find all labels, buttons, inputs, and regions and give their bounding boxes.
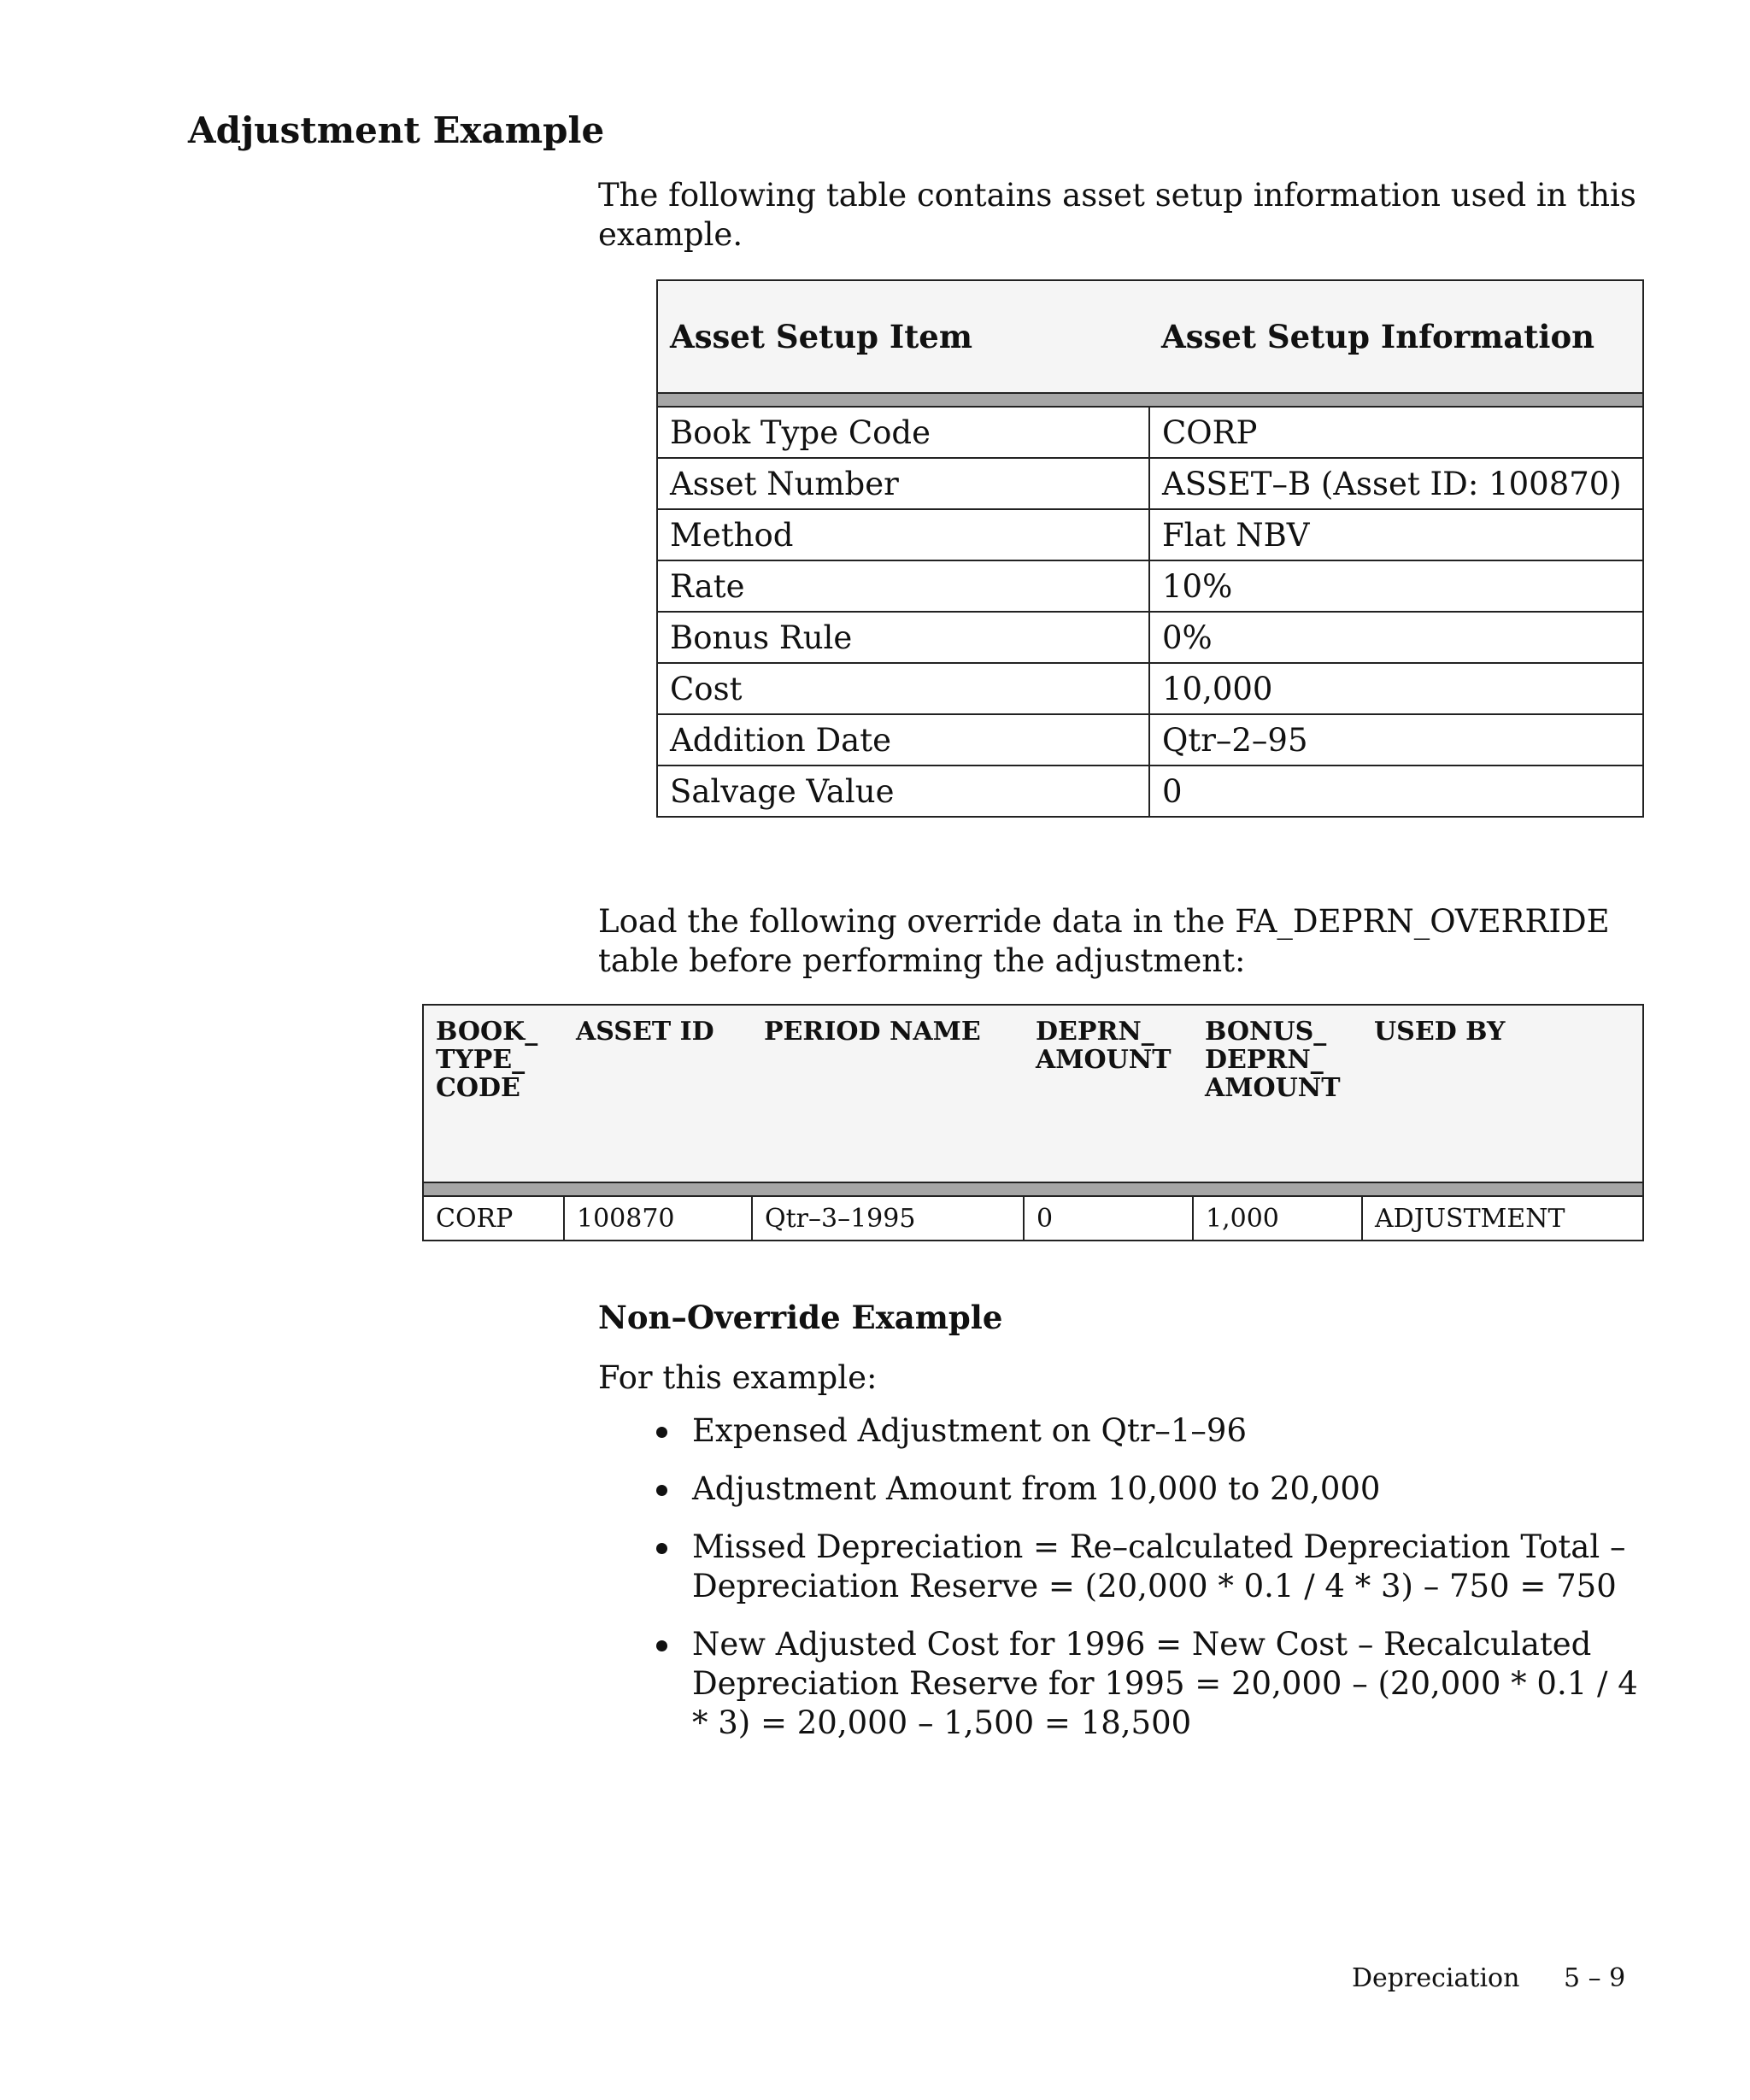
header-line: USED BY [1374,1017,1506,1047]
column-header-bonus-deprn-amount [1193,1005,1362,1182]
table-cell: CORP [1149,407,1643,458]
list-item-text: Expensed Adjustment on Qtr–1–96 [692,1412,1247,1449]
table-cell: Salvage Value [657,766,1149,817]
header-line: DEPRN_ [1205,1045,1324,1075]
table-cell: Flat NBV [1149,509,1643,560]
header-separator [657,393,1643,407]
table-cell: ADJUSTMENT [1362,1196,1643,1241]
table-header-row [423,1005,1643,1182]
table-row [657,766,1643,817]
table-row [657,714,1643,766]
table-cell: 0% [1149,612,1643,663]
bullet-icon [656,1640,667,1651]
footer-section-name: Depreciation [1352,1963,1520,1993]
list-item-text: Adjustment Amount from 10,000 to 20,000 [692,1470,1381,1507]
list-item-text: Missed Depreciation = Re–calculated Depreciation Total – Depreciation Reserve = (20,000 * 0.1 / 4 * 3) – 750 = 750 [692,1528,1626,1604]
bullet-icon [656,1427,667,1438]
list-item [598,1528,1641,1606]
column-header-book-type-code [423,1005,564,1182]
asset-setup-table [656,279,1644,818]
header-line: AMOUNT [1205,1073,1341,1103]
for-example-text: For this example: [598,1359,878,1396]
table-cell: Qtr–3–1995 [752,1196,1024,1241]
table-row [423,1196,1643,1241]
list-item-text: New Adjusted Cost for 1996 = New Cost – Recalculated Depreciation Reserve for 1995 = 20,000 – (20,000 * 0.1 / 4 * 3) = 20,000 – 1,500 = 18,500 [692,1626,1638,1741]
section-heading: Adjustment Example [188,109,605,151]
column-header-period-name [752,1005,1024,1182]
table-cell: Rate [657,560,1149,612]
table-cell: 10% [1149,560,1643,612]
list-item [598,1411,1641,1451]
bullet-icon [656,1485,667,1496]
table-cell: 0 [1149,766,1643,817]
table-row [657,612,1643,663]
column-header: Asset Setup Information [1149,280,1643,393]
deprn-override-table [422,1004,1644,1241]
subsection-heading: Non–Override Example [598,1299,1003,1336]
table-row [657,458,1643,509]
table-cell: Asset Number [657,458,1149,509]
table-cell: 100870 [564,1196,752,1241]
table-cell: Method [657,509,1149,560]
header-line: CODE [436,1073,520,1103]
table-cell: 0 [1024,1196,1193,1241]
header-line: PERIOD NAME [764,1017,981,1047]
table-cell: 10,000 [1149,663,1643,714]
column-header-asset-id [564,1005,752,1182]
list-item [598,1625,1641,1743]
footer-page-number: 5 – 9 [1564,1963,1626,1993]
column-header-deprn-amount [1024,1005,1193,1182]
table-cell: ASSET–B (Asset ID: 100870) [1149,458,1643,509]
header-line: TYPE_ [436,1045,526,1075]
table-cell: Qtr–2–95 [1149,714,1643,766]
table-row [657,663,1643,714]
table-cell: Book Type Code [657,407,1149,458]
table-header-row [657,280,1643,393]
table-cell: CORP [423,1196,564,1241]
table-cell: 1,000 [1193,1196,1362,1241]
intro-paragraph: The following table contains asset setup information used in this example. [598,177,1636,253]
header-line: ASSET ID [576,1017,714,1047]
table-row [657,509,1643,560]
header-separator [423,1182,1643,1196]
column-header-used-by [1362,1005,1643,1182]
table-row [657,407,1643,458]
table-row [657,560,1643,612]
column-header: Asset Setup Item [657,280,1149,393]
bullet-list [598,1411,1641,1762]
bullet-icon [656,1543,667,1554]
list-item [598,1469,1641,1509]
table-cell: Addition Date [657,714,1149,766]
header-line: BOOK_ [436,1017,538,1047]
header-line: BONUS_ [1205,1017,1327,1047]
table-cell: Cost [657,663,1149,714]
header-line: DEPRN_ [1036,1017,1154,1047]
table-cell: Bonus Rule [657,612,1149,663]
header-line: AMOUNT [1036,1045,1172,1075]
override-intro-paragraph: Load the following override data in the FA_DEPRN_OVERRIDE table before performing the adjustment: [598,903,1610,979]
